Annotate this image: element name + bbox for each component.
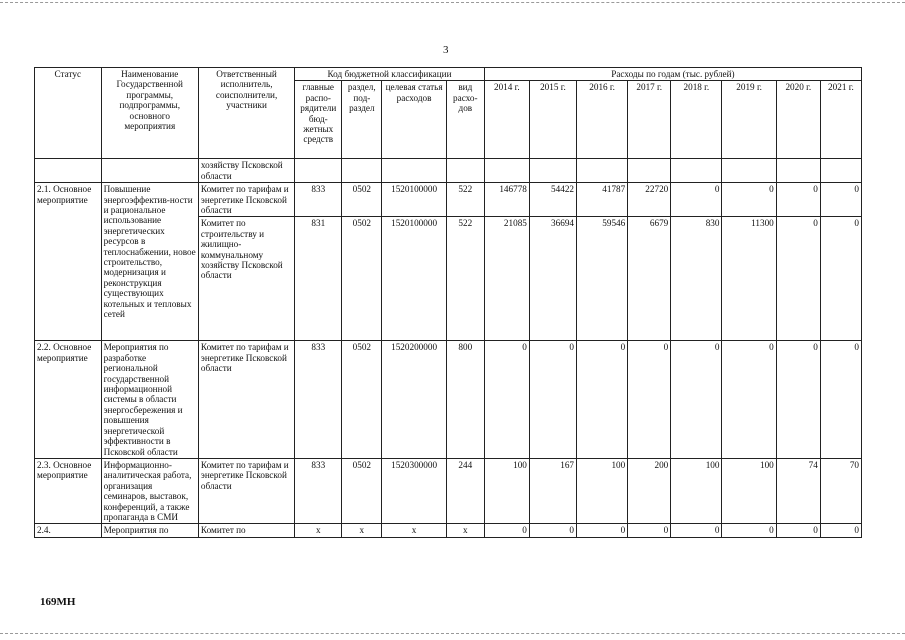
row-section: 0502 <box>342 217 382 341</box>
table-row <box>35 524 862 537</box>
row-value: 0 <box>776 217 820 341</box>
row-status: 2.4. <box>35 524 102 537</box>
table-row <box>35 458 862 523</box>
row-section: х <box>342 524 382 537</box>
row-value: 830 <box>671 217 722 341</box>
row-article: 1520300000 <box>382 458 447 523</box>
header-year: 2018 г. <box>671 81 722 159</box>
row-value: 0 <box>628 524 671 537</box>
continuation-responsible: хозяйству Псковской области <box>198 159 294 183</box>
row-article: 1520100000 <box>382 183 447 217</box>
row-value: 70 <box>820 458 861 523</box>
row-value: 167 <box>529 458 576 523</box>
table-row <box>35 341 862 458</box>
row-value: 54422 <box>529 183 576 217</box>
row-value: 0 <box>820 183 861 217</box>
header-name: Наименование Государственной программы, подпрограммы, основного мероприятия <box>101 68 198 159</box>
row-name: Информационно-аналитическая работа, организация семинаров, выставок, конференций, а также пропаганда в СМИ <box>101 458 198 523</box>
row-status: 2.3. Основное мероприятие <box>35 458 102 523</box>
row-value: 6679 <box>628 217 671 341</box>
scan-edge-top <box>0 2 905 4</box>
header-article: целевая статья расходов <box>382 81 447 159</box>
page-number: 3 <box>443 44 449 56</box>
row-value: 0 <box>671 183 722 217</box>
row-value: 0 <box>484 524 529 537</box>
row-value: 0 <box>628 341 671 458</box>
row-value: 0 <box>776 524 820 537</box>
row-responsible: Комитет по тарифам и энергетике Псковской области <box>198 458 294 523</box>
row-value: 0 <box>722 341 776 458</box>
row-value: 100 <box>671 458 722 523</box>
row-grbs: 833 <box>295 458 342 523</box>
continuation-row <box>35 159 862 183</box>
row-responsible: Комитет по строительству и жилищно-коммунальному хозяйству Псковской области <box>198 217 294 341</box>
header-year: 2016 г. <box>577 81 628 159</box>
row-value: 21085 <box>484 217 529 341</box>
row-value: 0 <box>722 524 776 537</box>
row-status: 2.1. Основное мероприятие <box>35 183 102 341</box>
scan-edge-bottom <box>0 633 905 635</box>
row-status: 2.2. Основное мероприятие <box>35 341 102 458</box>
row-value: 0 <box>722 183 776 217</box>
row-value: 11300 <box>722 217 776 341</box>
row-value: 74 <box>776 458 820 523</box>
header-type: вид расхо-дов <box>446 81 484 159</box>
row-value: 0 <box>776 341 820 458</box>
row-value: 100 <box>577 458 628 523</box>
row-type: 800 <box>446 341 484 458</box>
row-type: 522 <box>446 217 484 341</box>
row-value: 0 <box>529 524 576 537</box>
row-value: 146778 <box>484 183 529 217</box>
row-value: 100 <box>484 458 529 523</box>
row-name: Мероприятия по разработке региональной государственной информационной системы в области энергосбережения и повышения энергетической эффективности в Псковской области <box>101 341 198 458</box>
row-value: 22720 <box>628 183 671 217</box>
row-value: 59546 <box>577 217 628 341</box>
row-value: 0 <box>671 341 722 458</box>
row-value: 0 <box>820 524 861 537</box>
row-value: 36694 <box>529 217 576 341</box>
row-value: 0 <box>776 183 820 217</box>
row-section: 0502 <box>342 341 382 458</box>
row-grbs: х <box>295 524 342 537</box>
row-section: 0502 <box>342 183 382 217</box>
row-type: х <box>446 524 484 537</box>
row-responsible: Комитет по тарифам и энергетике Псковской области <box>198 341 294 458</box>
row-value: 0 <box>820 217 861 341</box>
row-value: 41787 <box>577 183 628 217</box>
row-value: 100 <box>722 458 776 523</box>
row-name: Мероприятия по <box>101 524 198 537</box>
table-row <box>35 183 862 217</box>
header-row-1 <box>35 68 862 81</box>
row-type: 244 <box>446 458 484 523</box>
header-year: 2015 г. <box>529 81 576 159</box>
header-status: Статус <box>35 68 102 159</box>
row-value: 0 <box>529 341 576 458</box>
header-expenses: Расходы по годам (тыс. рублей) <box>484 68 861 81</box>
row-value: 200 <box>628 458 671 523</box>
row-grbs: 833 <box>295 183 342 217</box>
row-article: х <box>382 524 447 537</box>
header-year: 2019 г. <box>722 81 776 159</box>
header-section: раздел, под-раздел <box>342 81 382 159</box>
row-value: 0 <box>577 524 628 537</box>
row-value: 0 <box>820 341 861 458</box>
row-name: Повышение энергоэффектив-ности и рациональное использование энергетических ресурсов в теплоснабжении, новое строительство, модернизация и реконструкция существующих котельных и тепловых сетей <box>101 183 198 341</box>
header-responsible: Ответственный исполнитель, соисполнители, участники <box>198 68 294 159</box>
row-section: 0502 <box>342 458 382 523</box>
row-grbs: 833 <box>295 341 342 458</box>
row-value: 0 <box>671 524 722 537</box>
header-year: 2020 г. <box>776 81 820 159</box>
row-value: 0 <box>577 341 628 458</box>
row-grbs: 831 <box>295 217 342 341</box>
document-code: 169МН <box>40 596 76 608</box>
budget-table <box>34 67 862 538</box>
row-value: 0 <box>484 341 529 458</box>
row-type: 522 <box>446 183 484 217</box>
row-responsible: Комитет по <box>198 524 294 537</box>
header-year: 2017 г. <box>628 81 671 159</box>
header-budget-code: Код бюджетной классификации <box>295 68 485 81</box>
row-article: 1520200000 <box>382 341 447 458</box>
row-article: 1520100000 <box>382 217 447 341</box>
header-year: 2014 г. <box>484 81 529 159</box>
header-grbs: главные распо-рядители бюд-жетных средств <box>295 81 342 159</box>
row-responsible: Комитет по тарифам и энергетике Псковской области <box>198 183 294 217</box>
header-year: 2021 г. <box>820 81 861 159</box>
